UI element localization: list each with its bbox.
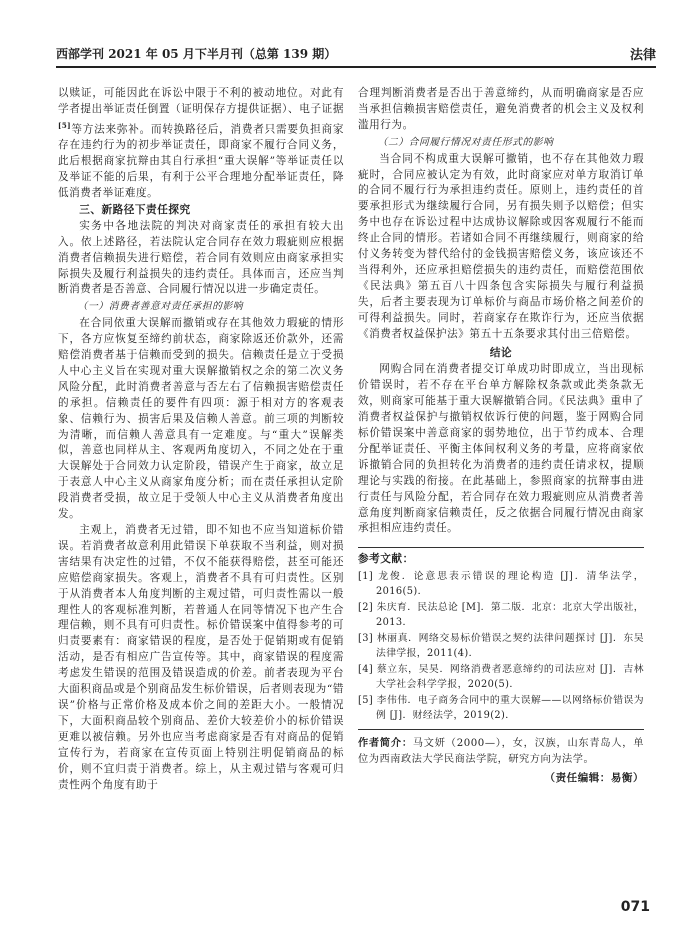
author-bio (358, 736, 644, 767)
paragraph: 以赎证，可能因此在诉讼中限于不利的被动地位。对此有学者提出举证责任倒置（证明保存方提供证据）、电子证据[5]等方法来弥补。而转换路径后，消费者只需要负担商家存在违约行为的初步举证责任，即商家不履行合同义务，此后根据商家抗辩由其自行承担“重大误解”等举证责任以及举证不能的后果，有利于公平合理地分配举证责任，降低消费者举证难度。 (58, 87, 344, 199)
paragraph: 主观上，消费者无过错，即不知也不应当知道标价错误。若消费者故意利用此错误下单获取不当利益，则对损害结果有决定性的过错，不仅不能获得赔偿，甚至可能还应赔偿商家损失。客观上，消费者不具有可归责性。区别于从消费者本人角度判断的主观过错，可归责性需以一般理性人的客观标准判断，若普通人在同等情况下也产生合理信赖，则不具有可归责性。标价错误案中值得参考的可归责要素有：商家错误的程度，是否处于促销期或有促销活动，是否有相应广告宣传等。其中，商家错误的程度需考虑发生错误的范围及错误造成的价差。前者表现为平台大面积商品或是个别商品发生标价错误，后者则表现为“错误”价格与正常价格及成本价之间的差距大小。一般情况下，大面积商品较个别商品、差价大较差价小的标价错误更难以被信赖。另外也应当考虑商家是否有对商品的促销宣传行为，若商家在宣传页面上特别注明促销商品的标价，则不宜归责于消费者。综上，从主观过错与客观可归责性两个角度有助于 (58, 524, 344, 791)
reference-item: [4] 蔡立东，吴昊．网络消费者恶意缔约的司法应对 [J]．吉林大学社会科学学报，2020(5)． (358, 664, 644, 690)
reference-item: [5] 李伟伟．电子商务合同中的重大误解——以网络标价错误为例 [J]．财经法学，2019(2)． (358, 695, 644, 721)
reference-item: [1] 龙俊．论意思表示错误的理论构造 [J]．清华法学，2016(5)． (358, 571, 644, 597)
references-rule (358, 547, 644, 548)
page-header (56, 44, 656, 66)
reference-item: [3] 林丽真．网络交易标价错误之契约法律问题探讨 [J]．东吴法律学报，2011(4)． (358, 633, 644, 659)
magazine-masthead (56, 45, 336, 62)
paragraph: 在合同依重大误解而撤销或存在其他效力瑕疵的情形下，各方应恢复至缔约前状态，商家除返还价款外，还需赔偿消费者基于信赖而受到的损失。信赖责任是立于受损人中心主义旨在实现对重大误解撤销权之余的第二次义务风险分配，此时消费者善意与否左右了信赖损害赔偿责任的承担。信赖责任的要件有四项：源于相对方的客观表象、信赖行为、损害后果及信赖人善意。前三项的判断较为清晰，而信赖人善意具有一定难度。与“重大”误解类似，善意也同样从主、客观两角度切入，不同之处在于重大误解处于合同效力认定阶段，错误产生于商家，故立足于表意人中心主义从商家角度分析；而在责任承担认定阶段消费者受损，故立足于受领人中心主义从消费者角度出发。 (58, 317, 344, 521)
header-rule (56, 66, 656, 68)
references-title: 参考文献： (358, 553, 414, 566)
paragraph: 网购合同在消费者提交订单成功时即成立，当出现标价错误时，若不存在平台单方解除权条款或此类条款无效，则商家可能基于重大误解撤销合同。《民法典》重申了消费者权益保护与撤销权依诉行使的问题，鉴于网购合同标价错误案中善意商家的弱势地位，出于节约成本、合理分配举证责任、平衡主体间权利义务的考量，应将商家依诉撤销合同的负担转化为消费者的违约责任请求权，提顺理论与实践的衔接。在此基础上，参照商家的抗辩事由进行责任与风险分配，若合同存在效力瑕疵则应从消费者善意角度判断商家信赖责任，反之依据合同履行情况由商家承担相应违约责任。 (358, 363, 644, 535)
magazine-name: 西部学刊 (56, 47, 105, 61)
editor-note: （责任编辑：易衡） (544, 772, 644, 785)
section-heading: 三、新路径下责任探究 (79, 203, 191, 216)
page-number: 071 (620, 899, 650, 915)
left-column (58, 86, 344, 793)
subsection-heading: （一）消费者善意对责任承担的影响 (77, 301, 244, 313)
author-rule (358, 729, 644, 730)
author-label: 作者简介： (358, 737, 413, 750)
conclusion-heading: 结论 (489, 346, 513, 359)
issue-info: 2021 年 05 月下半月刊（总第 139 期） (108, 47, 337, 61)
subsection-heading: （二）合同履行情况对责任形式的影响 (377, 136, 554, 148)
paragraph: 当合同不构成重大误解可撤销，也不存在其他效力瑕疵时，合同应被认定为有效，此时商家应对单方取消订单的合同不履行行为承担违约责任。原则上，违约责任的首要承担形式为继续履行合同，另有损失则予以赔偿；但实务中也存在诉讼过程中达成协议解除或因客观履行不能而终止合同的情形。若诸如合同不再继续履行，则商家的给付义务转变为替代给付的金钱损害赔偿义务，该应该还不当得利外，还应承担赔偿损失的违约责任，而赔偿范围依《民法典》第五百八十四条包含实际损失与履行利益损失，后者主要表现为订单标价与商品市场价格之间差价的可得利益损失。同时，若商家存在欺诈行为，还应当依据《消费者权益保护法》第五十五条要求其付出三倍赔偿。 (358, 152, 644, 340)
reference-item: [2] 朱庆育．民法总论 [M]．第二版．北京：北京大学出版社，2013． (358, 602, 644, 628)
paragraph: 实务中各地法院的判决对商家责任的承担有较大出入。依上述路径，若法院认定合同存在效力瑕疵则应根据消费者信赖损失进行赔偿，若合同有效则应由商家承担实际损失及履行利益损失的违约责任。具体而言，还应当判断消费者是否善意、合同履行情况以进一步确定责任。 (58, 219, 344, 296)
section-label: 法律 (629, 48, 656, 63)
right-column (358, 86, 644, 787)
paragraph: 合理判断消费者是否出于善意缔约，从而明确商家是否应当承担信赖损害赔偿责任，避免消费者的机会主义及权利滥用行为。 (358, 87, 644, 131)
citation-marker: [5] (58, 120, 72, 130)
author-text: 马文妍（2000—），女，汉族，山东青岛人，单位为西南政法大学民商法学院，研究方向为法学。 (358, 738, 645, 765)
